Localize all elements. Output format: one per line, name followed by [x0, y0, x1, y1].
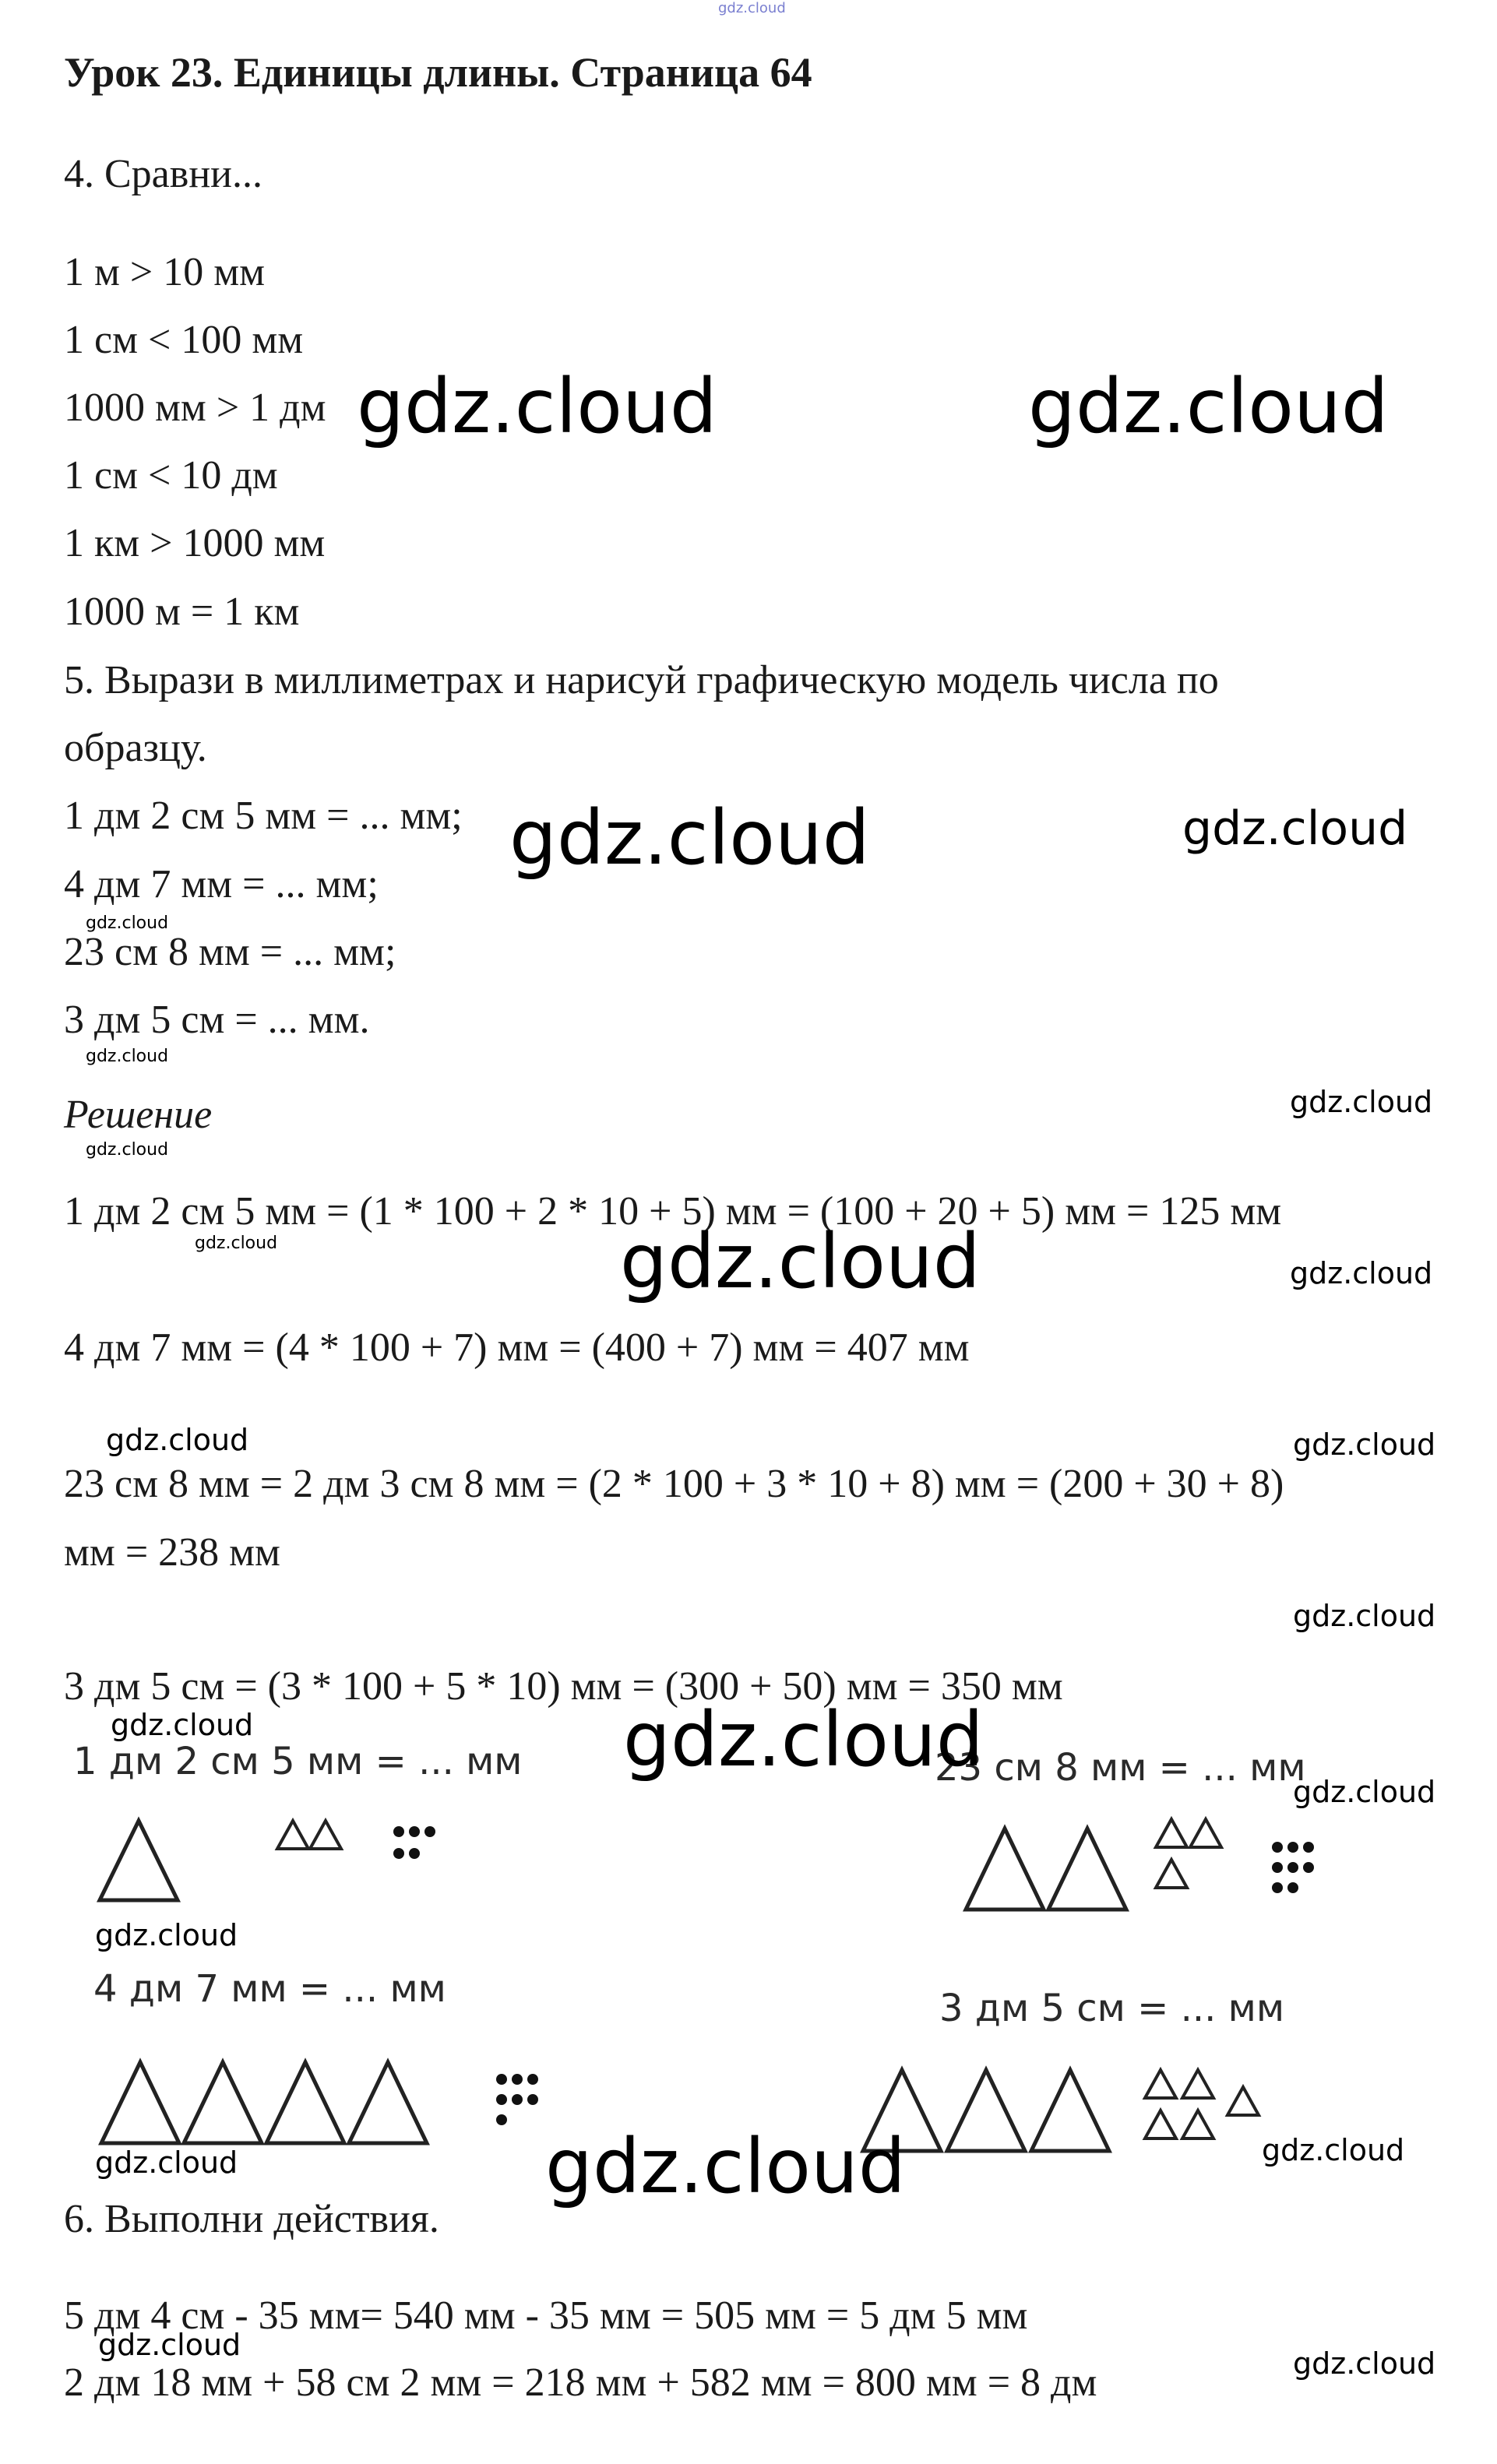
figure-label-3: 4 дм 7 мм = ... мм — [93, 1967, 446, 2011]
figure-label-1: 1 дм 2 см 5 мм = ... мм — [73, 1740, 523, 1783]
big-triangle-icon — [947, 2070, 1025, 2151]
task5-line-4: 3 дм 5 см = ... мм. — [64, 998, 370, 1042]
task5-heading-line1: 5. Вырази в миллиметрах и нарисуй графическую модель числа по — [64, 658, 1219, 702]
watermark: gdz.cloud — [1293, 1427, 1436, 1462]
watermark: gdz.cloud — [1290, 1085, 1433, 1119]
watermark: gdz.cloud — [95, 1918, 238, 1952]
watermark: gdz.cloud — [1293, 1775, 1436, 1809]
small-triangle-icon — [1190, 1819, 1221, 1847]
task6-line-2: 2 дм 18 мм + 58 см 2 мм = 218 мм + 582 мм = 800 мм = 8 дм — [64, 2360, 1097, 2405]
watermark: gdz.cloud — [1182, 801, 1408, 856]
small-triangle-icon — [1182, 2110, 1213, 2138]
watermark: gdz.cloud — [620, 1218, 981, 1305]
task4-line-5: 1 км > 1000 мм — [64, 521, 326, 565]
small-triangle-icon — [1156, 1819, 1187, 1847]
header-watermark: gdz.cloud — [718, 0, 786, 16]
figure-label-4: 3 дм 5 см = ... мм — [939, 1987, 1285, 2030]
watermark: gdz.cloud — [545, 2123, 906, 2210]
watermark: gdz.cloud — [95, 2145, 238, 2180]
task4-line-4: 1 см < 10 дм — [64, 453, 278, 498]
watermark: gdz.cloud — [1290, 1256, 1433, 1290]
task6-heading: 6. Выполни действия. — [64, 2197, 439, 2241]
task5-line-2: 4 дм 7 мм = ... мм; — [64, 862, 379, 906]
watermark: gdz.cloud — [195, 1234, 278, 1253]
figure-label-2: 23 см 8 мм = ... мм — [935, 1746, 1306, 1790]
task4-heading: 4. Сравни... — [64, 152, 262, 196]
watermark: gdz.cloud — [98, 2328, 241, 2362]
watermark: gdz.cloud — [86, 1047, 169, 1066]
solution-line-1: 1 дм 2 см 5 мм = (1 * 100 + 2 * 10 + 5) мм = (100 + 20 + 5) мм = 125 мм — [64, 1189, 1282, 1234]
small-triangle-icon — [1228, 2087, 1259, 2115]
solution-line-2: 4 дм 7 мм = (4 * 100 + 7) мм = (400 + 7) мм = 407 мм — [64, 1325, 970, 1370]
small-triangle-icon — [1182, 2070, 1213, 2098]
big-triangle-icon — [184, 2062, 262, 2143]
big-triangle-icon — [100, 1821, 178, 1900]
watermark: gdz.cloud — [1293, 1599, 1436, 1633]
watermark: gdz.cloud — [106, 1423, 249, 1457]
watermark: gdz.cloud — [86, 1140, 169, 1160]
model-4-shapes — [863, 2064, 1299, 2157]
solution-label: Решение — [64, 1093, 213, 1137]
big-triangle-icon — [966, 1829, 1044, 1910]
task5-line-3: 23 см 8 мм = ... мм; — [64, 930, 396, 974]
task4-line-1: 1 м > 10 мм — [64, 250, 266, 294]
model-1-shapes — [93, 1815, 498, 1908]
watermark: gdz.cloud — [623, 1696, 984, 1783]
task5-heading-line2: образцу. — [64, 726, 207, 770]
small-triangle-icon — [310, 1821, 341, 1849]
task4-line-3: 1000 мм > 1 дм — [64, 385, 326, 430]
big-triangle-icon — [266, 2062, 344, 2143]
big-triangle-icon — [1031, 2070, 1109, 2151]
small-triangle-icon — [1145, 2070, 1176, 2098]
model-3-shapes — [101, 2056, 569, 2149]
solution-line-4: мм = 238 мм — [64, 1530, 280, 1575]
watermark: gdz.cloud — [86, 913, 169, 933]
solution-line-5: 3 дм 5 см = (3 * 100 + 5 * 10) мм = (300 + 50) мм = 350 мм — [64, 1664, 1063, 1709]
task4-line-2: 1 см < 100 мм — [64, 318, 304, 362]
task4-line-6: 1000 м = 1 км — [64, 590, 300, 634]
watermark: gdz.cloud — [1293, 2346, 1436, 2381]
watermark: gdz.cloud — [111, 1708, 254, 1742]
solution-line-3: 23 см 8 мм = 2 дм 3 см 8 мм = (2 * 100 + 3 * 10 + 8) мм = (200 + 30 + 8) — [64, 1462, 1284, 1506]
big-triangle-icon — [101, 2062, 179, 2143]
big-triangle-icon — [1048, 1829, 1126, 1910]
page-title: Урок 23. Единицы длины. Страница 64 — [64, 49, 812, 96]
small-triangle-icon — [277, 1821, 308, 1849]
small-triangle-icon — [1156, 1860, 1187, 1888]
watermark: gdz.cloud — [509, 794, 870, 882]
watermark: gdz.cloud — [1262, 2133, 1405, 2167]
watermark: gdz.cloud — [1028, 363, 1389, 450]
task6-line-1: 5 дм 4 см - 35 мм= 540 мм - 35 мм = 505 мм = 5 дм 5 мм — [64, 2293, 1028, 2338]
model-2-shapes — [966, 1815, 1340, 1924]
watermark: gdz.cloud — [357, 363, 717, 450]
big-triangle-icon — [349, 2062, 427, 2143]
task5-line-1: 1 дм 2 см 5 мм = ... мм; — [64, 794, 463, 838]
small-triangle-icon — [1145, 2110, 1176, 2138]
